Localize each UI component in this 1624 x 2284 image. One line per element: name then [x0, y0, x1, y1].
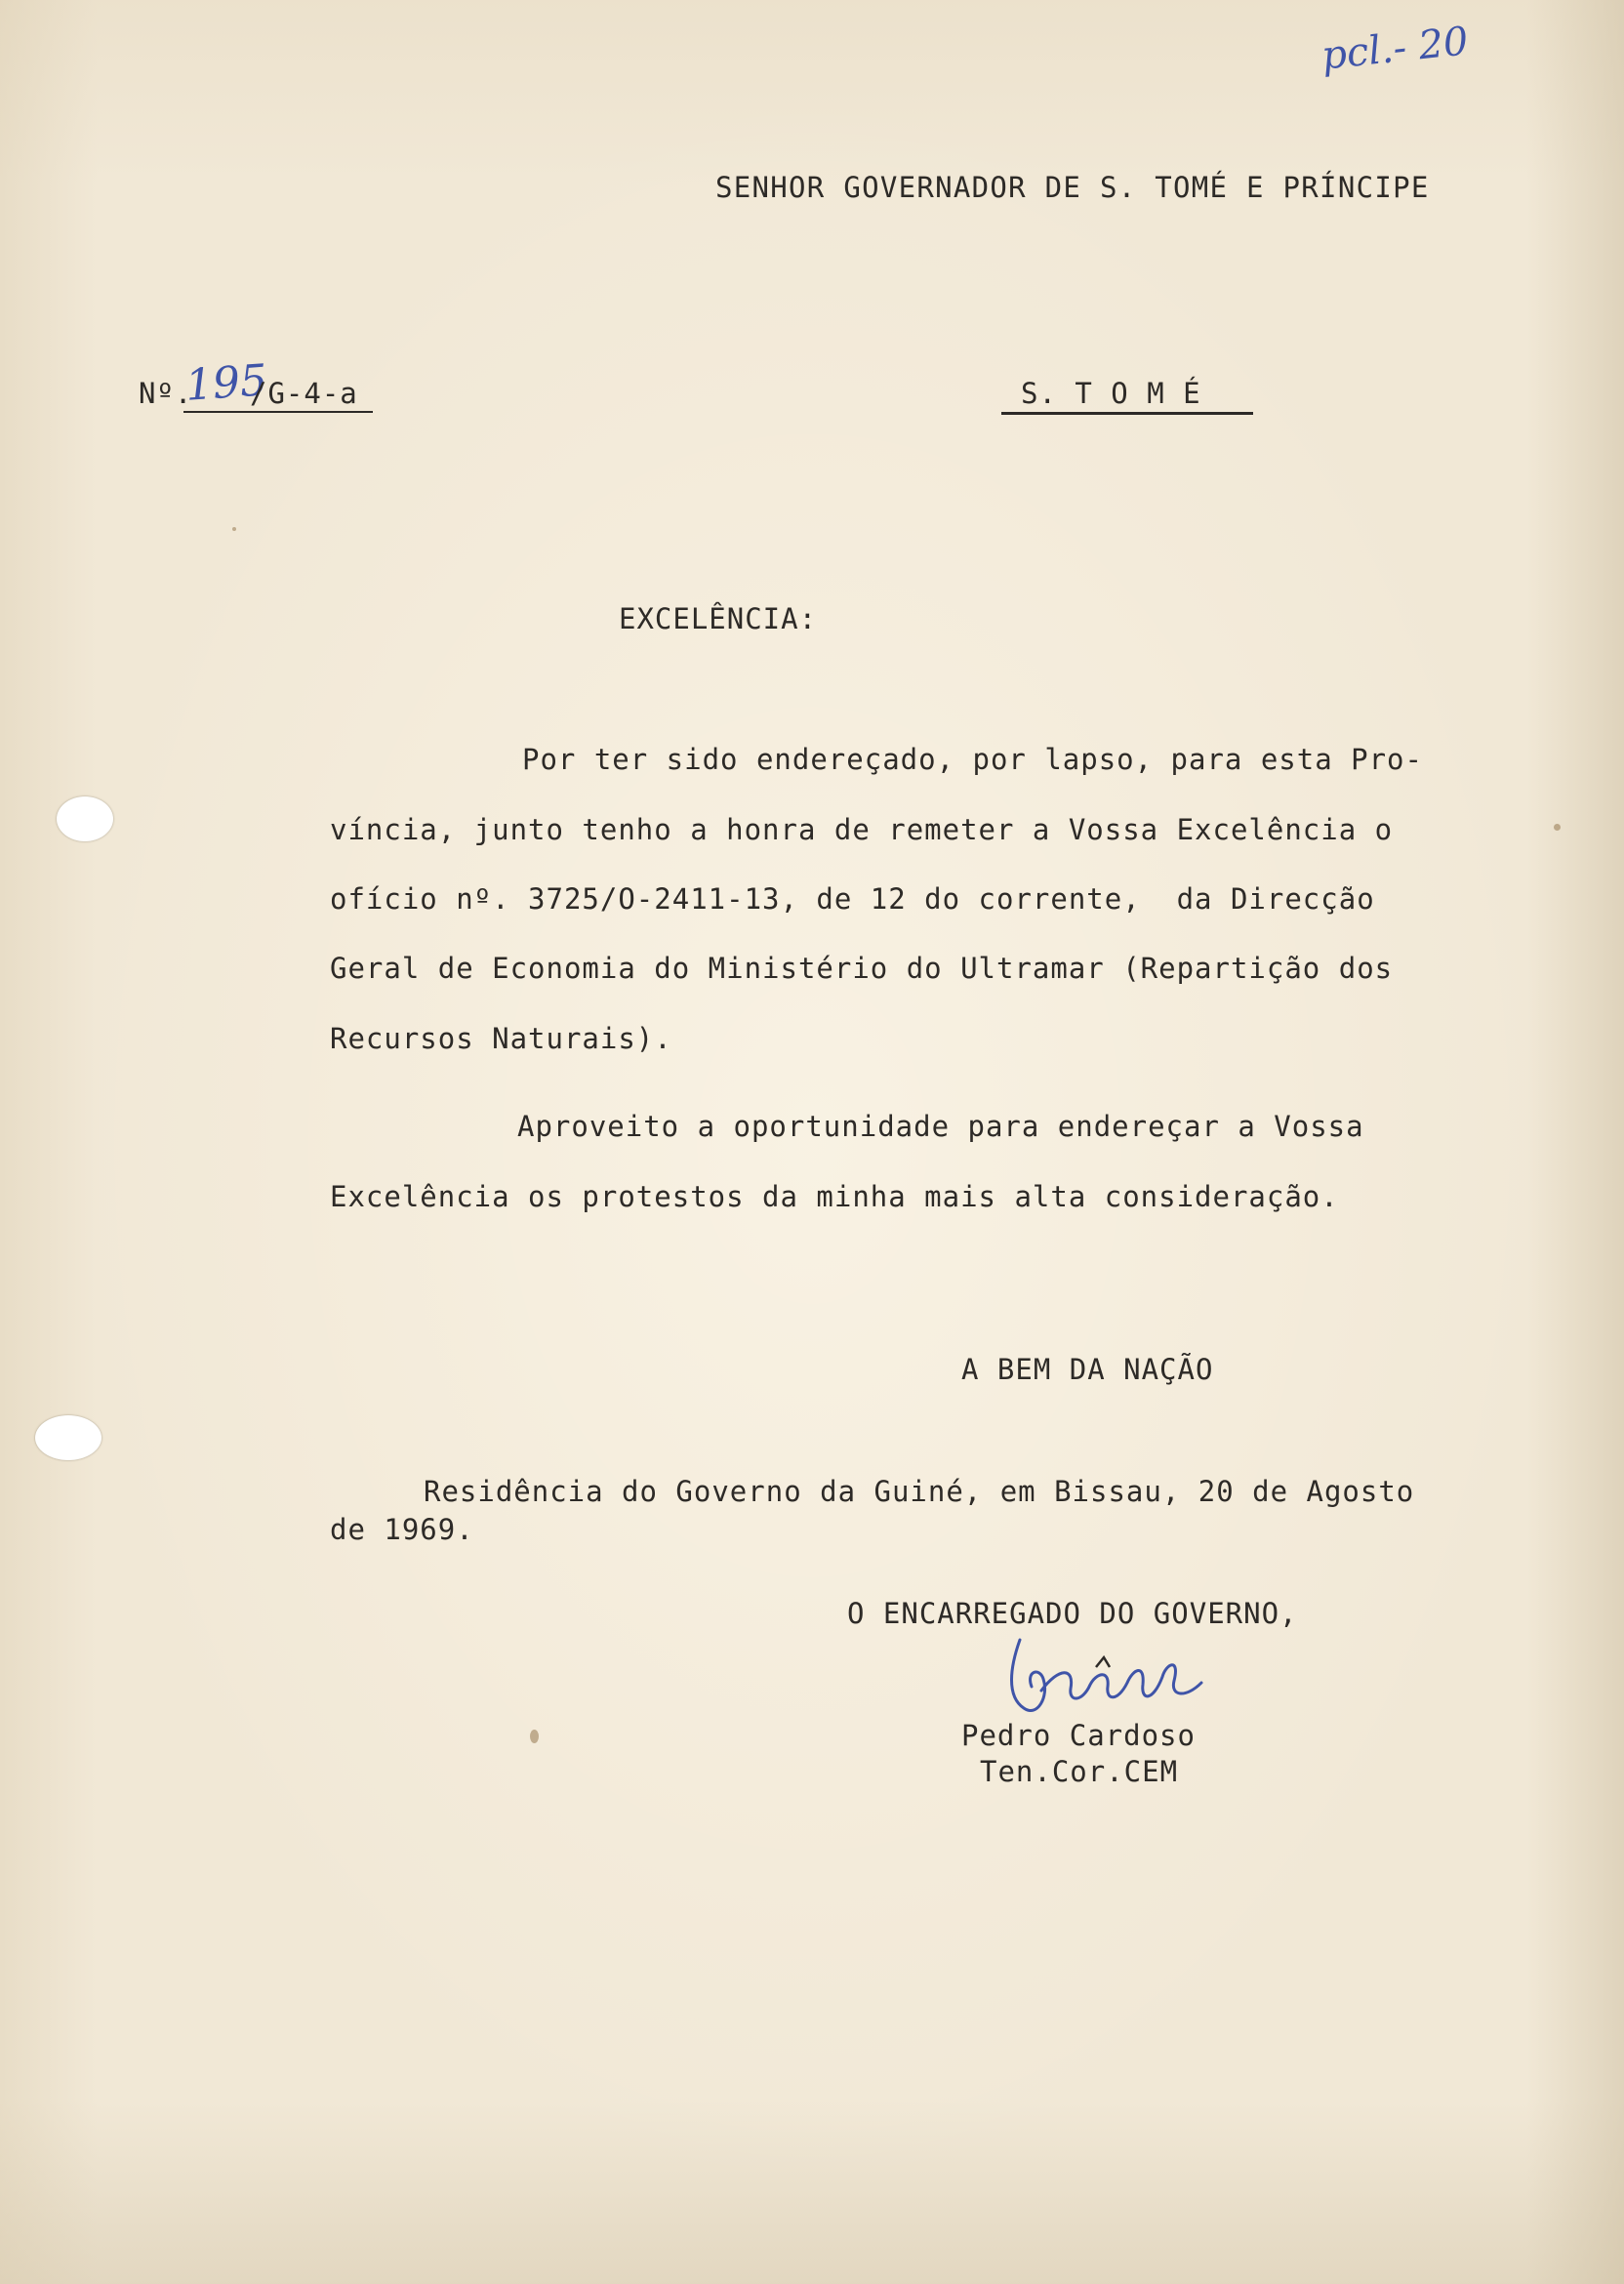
signatory-role: O ENCARREGADO DO GOVERNO,: [847, 1597, 1298, 1630]
paragraph1-line: Geral de Economia do Ministério do Ultramar (Repartição dos: [330, 952, 1394, 985]
paper-speck: [232, 527, 236, 531]
paragraph1-line: víncia, junto tenho a honra de remeter a Vossa Excelência o: [330, 813, 1394, 846]
place-date-line: de 1969.: [330, 1513, 474, 1546]
archive-note: pcl.- 20: [1320, 19, 1471, 79]
reference-suffix: /G-4-a: [250, 377, 358, 410]
salutation: EXCELÊNCIA:: [619, 602, 818, 635]
destination-heading: S. T O M É: [1021, 377, 1201, 410]
reference-handwritten-number: 195: [183, 355, 269, 411]
punch-hole-lower: [35, 1415, 102, 1460]
place-date-line: Residência do Governo da Guiné, em Bissau, 20 de Agosto: [424, 1475, 1415, 1508]
paper-speck: [530, 1730, 539, 1743]
paragraph1-line: Por ter sido endereçado, por lapso, para esta Pro-: [522, 743, 1423, 776]
destination-underline: [1001, 412, 1253, 415]
paragraph1-line: ofício nº. 3725/O-2411-13, de 12 do corrente, da Direcção: [330, 882, 1375, 916]
paragraph2-line: Excelência os protestos da minha mais alta consideração.: [330, 1180, 1339, 1213]
paper-speck: [1554, 824, 1561, 831]
addressee-heading: SENHOR GOVERNADOR DE S. TOMÉ E PRÍNCIPE: [715, 171, 1430, 204]
punch-hole-upper: [57, 796, 113, 841]
signatory-rank: Ten.Cor.CEM: [980, 1755, 1179, 1788]
reference-prefix: Nº.: [139, 377, 193, 410]
signatory-name: Pedro Cardoso: [961, 1719, 1196, 1752]
paragraph1-line: Recursos Naturais).: [330, 1022, 672, 1055]
reference-underline: [183, 411, 373, 413]
closing-formula: A BEM DA NAÇÃO: [961, 1353, 1214, 1386]
paragraph2-line: Aproveito a oportunidade para endereçar a Vossa: [517, 1110, 1364, 1143]
